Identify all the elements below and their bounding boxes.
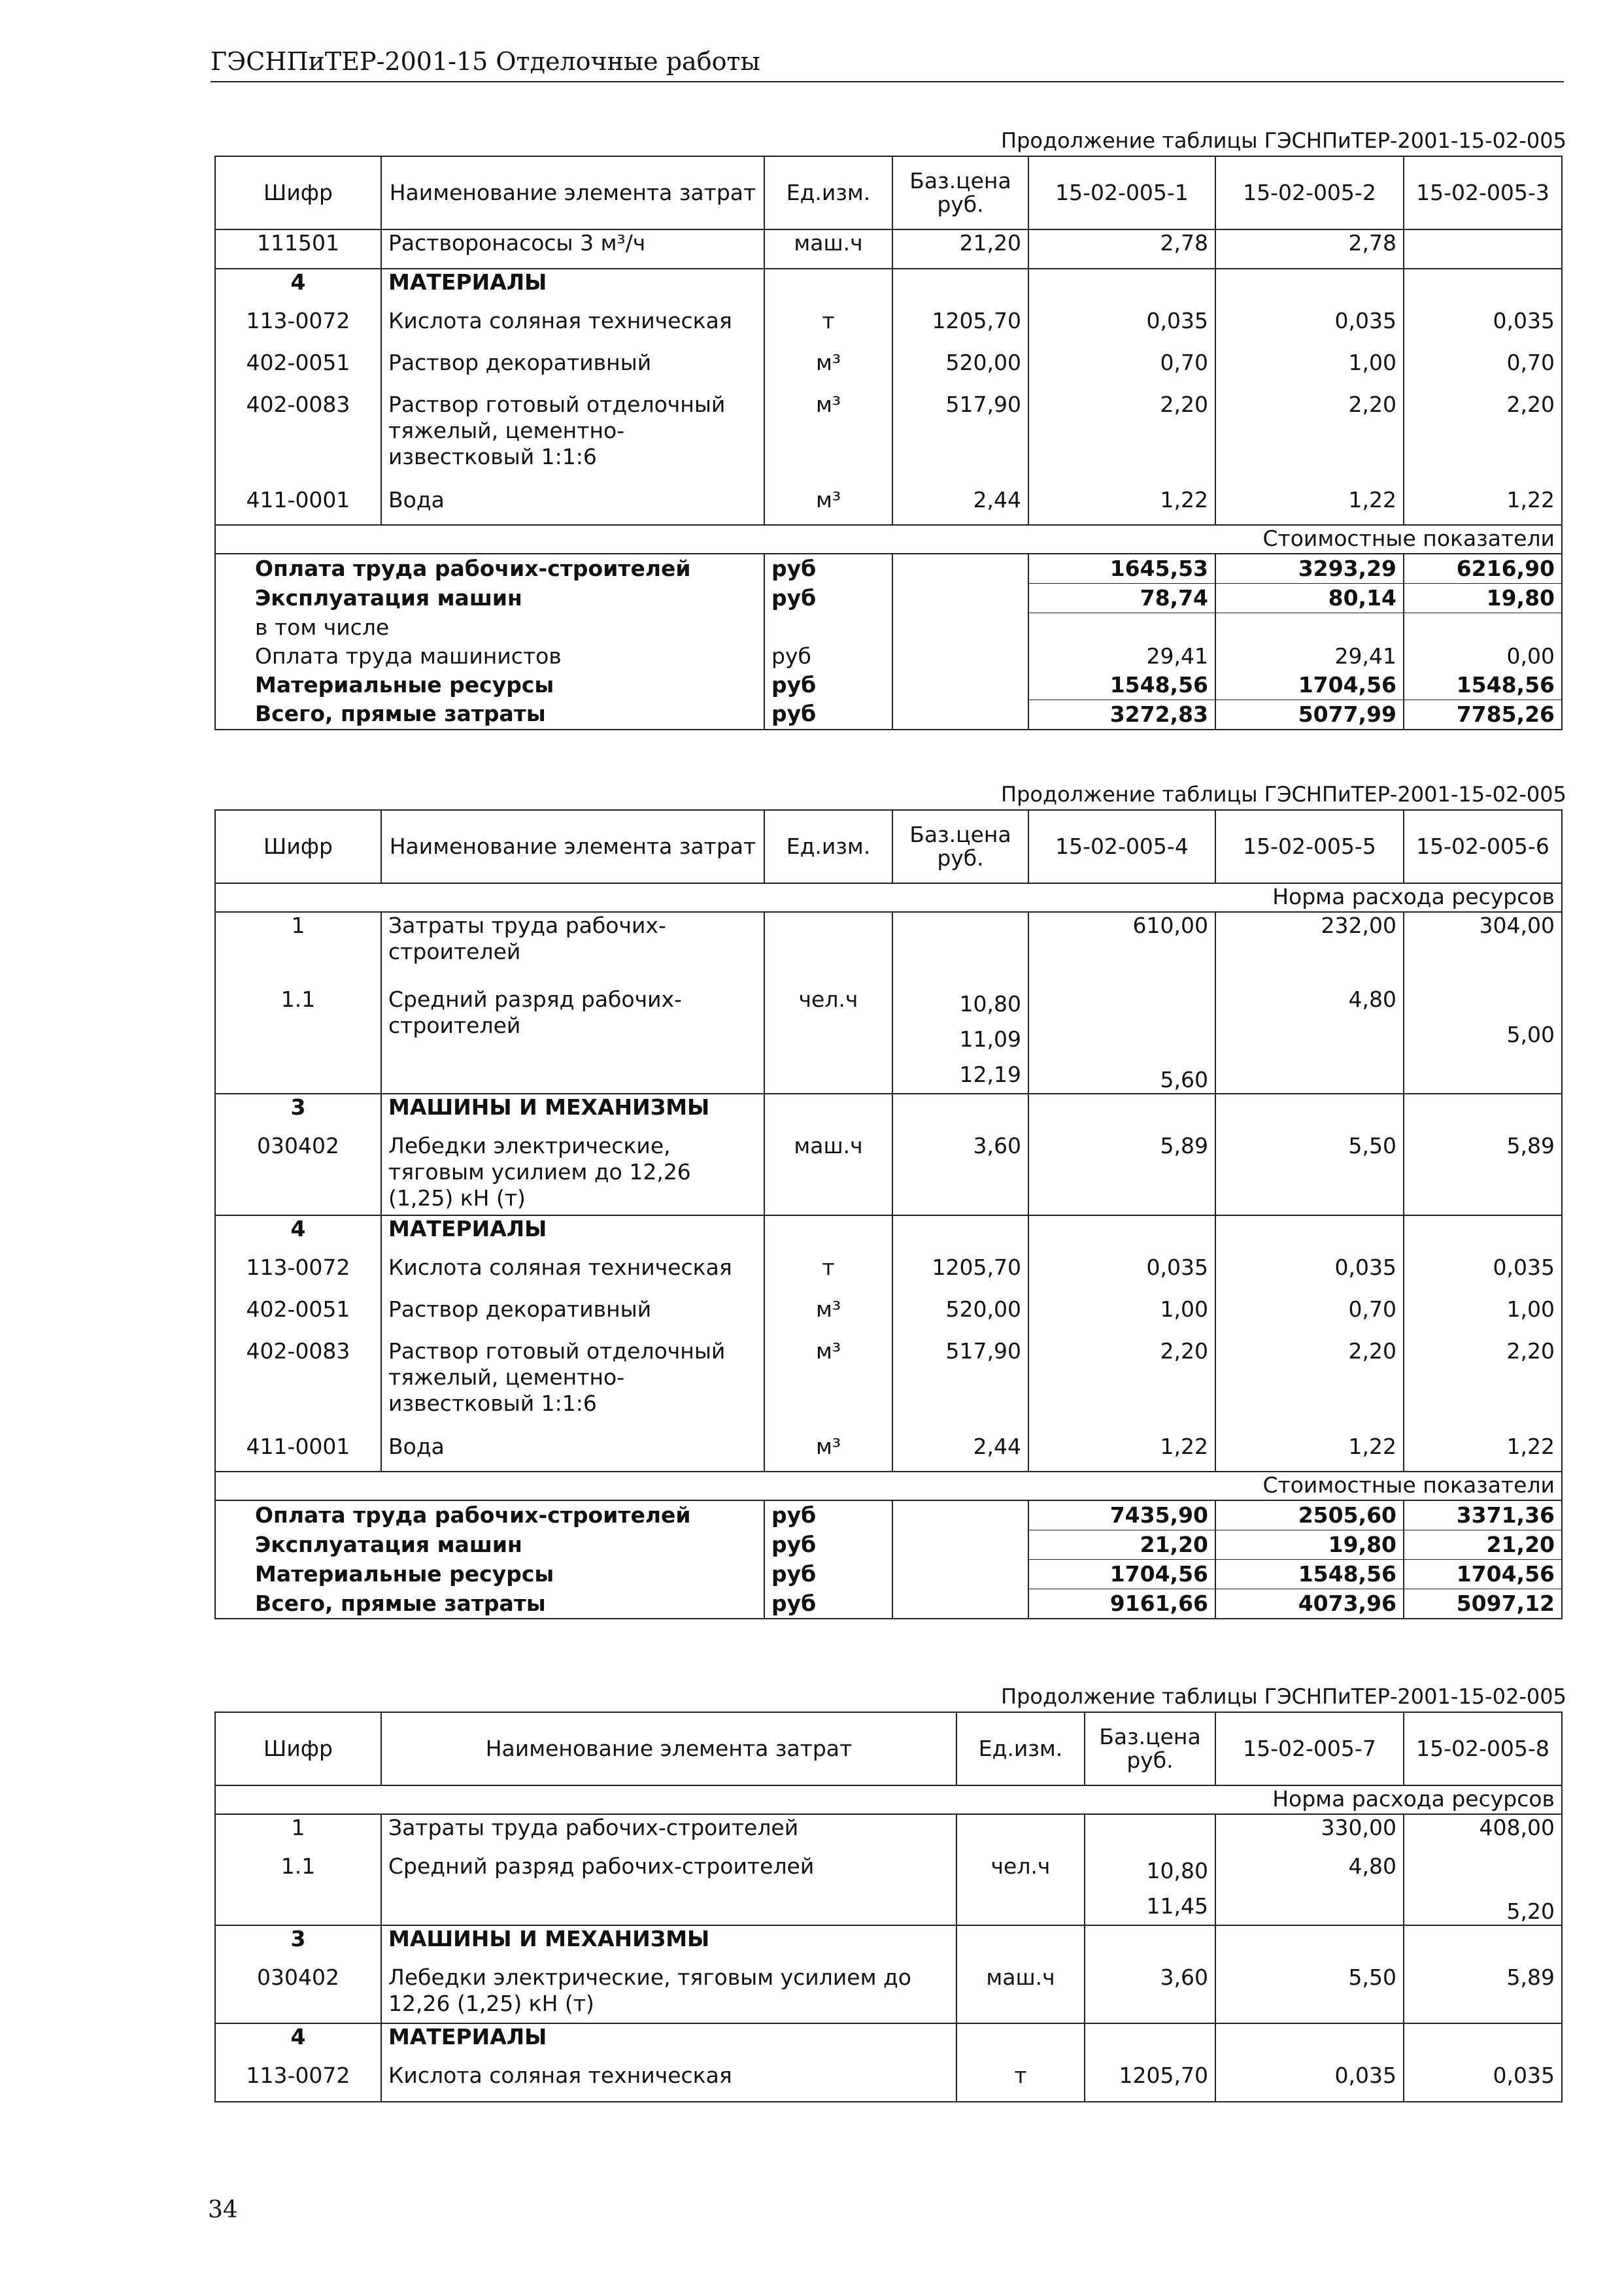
total-value: 1704,56 bbox=[1028, 1560, 1215, 1589]
col-rate-header: 15-02-005-6 bbox=[1404, 810, 1562, 883]
total-value: 7785,26 bbox=[1404, 700, 1562, 730]
cell-value: 5,50 bbox=[1215, 1965, 1404, 2023]
cell-price: 520,00 bbox=[892, 1296, 1028, 1338]
cell-value: 1,22 bbox=[1404, 487, 1562, 525]
table-row bbox=[215, 912, 1562, 987]
resource-table-3 bbox=[214, 1712, 1563, 2102]
cell-code: 402-0051 bbox=[215, 350, 381, 392]
cell-name: МАТЕРИАЛЫ bbox=[381, 1215, 764, 1255]
cell-code: 1.1 bbox=[215, 987, 381, 1094]
cell-value: 2,20 bbox=[1404, 1338, 1562, 1434]
cell-unit: м³ bbox=[764, 1296, 892, 1338]
cell-code: 111501 bbox=[215, 229, 381, 269]
total-value: 5097,12 bbox=[1404, 1589, 1562, 1619]
col-name-header: Наименование элемента затрат bbox=[381, 810, 764, 883]
cell-price bbox=[892, 987, 1028, 1094]
col-rate-header: 15-02-005-3 bbox=[1404, 156, 1562, 229]
cell-name: Средний разряд рабочих-строителей bbox=[381, 1853, 956, 1925]
col-rate-header: 15-02-005-4 bbox=[1028, 810, 1215, 883]
total-label: Всего, прямые затраты bbox=[215, 1589, 764, 1619]
band-row bbox=[215, 1785, 1562, 1814]
cell-value: 610,00 bbox=[1028, 912, 1215, 987]
col-price-header: Баз.цена руб. bbox=[892, 156, 1028, 229]
cell-value: 5,50 bbox=[1215, 1133, 1404, 1215]
col-rate-header: 15-02-005-7 bbox=[1215, 1712, 1404, 1785]
cell-price: 1205,70 bbox=[1085, 2063, 1215, 2102]
cell-value: 0,70 bbox=[1215, 1296, 1404, 1338]
cell-unit: чел.ч bbox=[956, 1853, 1085, 1925]
cell-value: 1,00 bbox=[1404, 1296, 1562, 1338]
cell-name: Раствор готовый отделочный тяжелый, цементно-известковый 1:1:6 bbox=[381, 1338, 764, 1434]
cell-code: 1.1 bbox=[215, 1853, 381, 1925]
cell-name: Кислота соляная техническая bbox=[381, 1255, 764, 1296]
total-value: 4073,96 bbox=[1215, 1589, 1404, 1619]
cell-value: 5,60 bbox=[1028, 987, 1215, 1094]
total-value: 19,80 bbox=[1215, 1530, 1404, 1560]
cell-code: 411-0001 bbox=[215, 487, 381, 525]
cell-code: 4 bbox=[215, 2023, 381, 2063]
table-row bbox=[215, 2063, 1562, 2102]
cell-value: 304,00 bbox=[1404, 912, 1562, 987]
cell-price: 520,00 bbox=[892, 350, 1028, 392]
header-rule bbox=[211, 81, 1564, 82]
price-line: 11,09 bbox=[959, 1026, 1021, 1052]
cell-unit: м³ bbox=[764, 1434, 892, 1472]
cell-unit: маш.ч bbox=[956, 1965, 1085, 2023]
table-row bbox=[215, 1133, 1562, 1215]
resource-table-2 bbox=[214, 809, 1563, 1619]
table-row bbox=[215, 1338, 1562, 1434]
cell-name: Кислота соляная техническая bbox=[381, 308, 764, 350]
table-header-row bbox=[215, 1712, 1562, 1785]
band-row bbox=[215, 1472, 1562, 1500]
cell-value: 1,22 bbox=[1028, 1434, 1215, 1472]
table-row bbox=[215, 1296, 1562, 1338]
cell-value: 5,89 bbox=[1404, 1965, 1562, 2023]
cell-unit: маш.ч bbox=[764, 229, 892, 269]
price-line: 12,19 bbox=[959, 1062, 1021, 1087]
total-row bbox=[215, 1589, 1562, 1619]
total-value: 1548,56 bbox=[1028, 671, 1215, 700]
band-row bbox=[215, 525, 1562, 554]
total-value: 1548,56 bbox=[1215, 1560, 1404, 1589]
total-unit: руб bbox=[764, 671, 892, 700]
cell-value: 0,035 bbox=[1215, 1255, 1404, 1296]
total-value: 29,41 bbox=[1215, 642, 1404, 671]
total-unit: руб bbox=[764, 1530, 892, 1560]
cell-code: 402-0083 bbox=[215, 1338, 381, 1434]
cell-value: 2,20 bbox=[1028, 392, 1215, 487]
cell-value: 2,20 bbox=[1028, 1338, 1215, 1434]
price-line: 11,45 bbox=[1146, 1893, 1208, 1919]
cell-value: 5,89 bbox=[1404, 1133, 1562, 1215]
table-row bbox=[215, 392, 1562, 487]
cell-name: Раствор декоративный bbox=[381, 350, 764, 392]
cell-value: 0,035 bbox=[1215, 308, 1404, 350]
price-line: 10,80 bbox=[959, 991, 1021, 1017]
cell-value: 4,80 bbox=[1215, 1853, 1404, 1925]
total-value: 80,14 bbox=[1215, 584, 1404, 613]
cell-value: 0,035 bbox=[1028, 1255, 1215, 1296]
cell-code: 3 bbox=[215, 1094, 381, 1133]
band-row bbox=[215, 883, 1562, 912]
total-value: 1704,56 bbox=[1215, 671, 1404, 700]
cell-code: 113-0072 bbox=[215, 2063, 381, 2102]
col-rate-header: 15-02-005-8 bbox=[1404, 1712, 1562, 1785]
cell-name: Кислота соляная техническая bbox=[381, 2063, 956, 2102]
table-row bbox=[215, 1925, 1562, 1965]
cell-value: 1,22 bbox=[1215, 487, 1404, 525]
col-unit-header: Ед.изм. bbox=[956, 1712, 1085, 1785]
table-header-row bbox=[215, 810, 1562, 883]
total-value: 5077,99 bbox=[1215, 700, 1404, 730]
cell-code: 030402 bbox=[215, 1965, 381, 2023]
cell-name: МАШИНЫ И МЕХАНИЗМЫ bbox=[381, 1925, 956, 1965]
total-row bbox=[215, 700, 1562, 730]
total-row bbox=[215, 1530, 1562, 1560]
table-row bbox=[215, 308, 1562, 350]
table-row bbox=[215, 1215, 1562, 1255]
total-row bbox=[215, 1560, 1562, 1589]
page-number: 34 bbox=[208, 2197, 238, 2223]
total-unit: руб bbox=[764, 554, 892, 584]
total-unit: руб bbox=[764, 700, 892, 730]
table-row bbox=[215, 2023, 1562, 2063]
table-row bbox=[215, 1965, 1562, 2023]
cell-price bbox=[1085, 1853, 1215, 1925]
cell-name: Лебедки электрические, тяговым усилием до 12,26 (1,25) кН (т) bbox=[381, 1133, 764, 1215]
cell-name: Раствор декоративный bbox=[381, 1296, 764, 1338]
cell-name: Растворонасосы 3 м³/ч bbox=[381, 229, 764, 269]
norm-band: Норма расхода ресурсов bbox=[215, 883, 1562, 912]
cell-name: Вода bbox=[381, 487, 764, 525]
col-unit-header: Ед.изм. bbox=[764, 156, 892, 229]
cell-unit: т bbox=[956, 2063, 1085, 2102]
total-value: 7435,90 bbox=[1028, 1500, 1215, 1530]
total-label: Эксплуатация машин bbox=[215, 584, 764, 613]
norm-band: Норма расхода ресурсов bbox=[215, 1785, 1562, 1814]
cell-value: 5,89 bbox=[1028, 1133, 1215, 1215]
table-row bbox=[215, 269, 1562, 308]
cell-code: 1 bbox=[215, 1814, 381, 1853]
cell-value: 1,00 bbox=[1215, 350, 1404, 392]
cell-value: 1,22 bbox=[1215, 1434, 1404, 1472]
col-rate-header: 15-02-005-5 bbox=[1215, 810, 1404, 883]
cell-price: 517,90 bbox=[892, 1338, 1028, 1434]
total-row bbox=[215, 671, 1562, 700]
total-label: Материальные ресурсы bbox=[215, 1560, 764, 1589]
cell-code: 113-0072 bbox=[215, 1255, 381, 1296]
total-value: 19,80 bbox=[1404, 584, 1562, 613]
cell-value: 0,035 bbox=[1404, 1255, 1562, 1296]
cell-value bbox=[1404, 229, 1562, 269]
cell-value: 2,20 bbox=[1215, 392, 1404, 487]
total-value: 3293,29 bbox=[1215, 554, 1404, 584]
col-unit-header: Ед.изм. bbox=[764, 810, 892, 883]
col-price-header: Баз.цена руб. bbox=[892, 810, 1028, 883]
cell-value: 5,20 bbox=[1404, 1853, 1562, 1925]
cell-value: 5,00 bbox=[1404, 987, 1562, 1094]
col-name-header: Наименование элемента затрат bbox=[381, 1712, 956, 1785]
total-value: 6216,90 bbox=[1404, 554, 1562, 584]
total-label: Оплата труда рабочих-строителей bbox=[215, 1500, 764, 1530]
cell-price: 2,44 bbox=[892, 487, 1028, 525]
cell-price: 3,60 bbox=[1085, 1965, 1215, 2023]
total-label: Оплата труда рабочих-строителей bbox=[215, 554, 764, 584]
total-unit: руб bbox=[764, 584, 892, 613]
cell-code: 3 bbox=[215, 1925, 381, 1965]
total-unit: руб bbox=[764, 1500, 892, 1530]
total-unit: руб bbox=[764, 1589, 892, 1619]
cell-unit: м³ bbox=[764, 487, 892, 525]
table-row bbox=[215, 1434, 1562, 1472]
col-price-header: Баз.цена руб. bbox=[1085, 1712, 1215, 1785]
cell-unit: м³ bbox=[764, 1338, 892, 1434]
table-row bbox=[215, 1255, 1562, 1296]
cell-unit: т bbox=[764, 308, 892, 350]
total-unit: руб bbox=[764, 642, 892, 671]
cell-value: 2,20 bbox=[1404, 392, 1562, 487]
col-rate-header: 15-02-005-2 bbox=[1215, 156, 1404, 229]
cell-unit: маш.ч bbox=[764, 1133, 892, 1215]
cell-value: 408,00 bbox=[1404, 1814, 1562, 1853]
table-row bbox=[215, 987, 1562, 1094]
price-line: 10,80 bbox=[1146, 1858, 1208, 1883]
cell-name: МАТЕРИАЛЫ bbox=[381, 2023, 956, 2063]
total-value: 29,41 bbox=[1028, 642, 1215, 671]
total-unit: руб bbox=[764, 1560, 892, 1589]
running-head: ГЭСНПиТЕР-2001-15 Отделочные работы bbox=[211, 47, 760, 76]
table-caption: Продолжение таблицы ГЭСНПиТЕР-2001-15-02-005 bbox=[1001, 782, 1566, 807]
total-value: 1548,56 bbox=[1404, 671, 1562, 700]
table-row bbox=[215, 1814, 1562, 1853]
cell-value: 0,035 bbox=[1404, 308, 1562, 350]
cell-value: 4,80 bbox=[1215, 987, 1404, 1094]
total-value: 78,74 bbox=[1028, 584, 1215, 613]
total-value: 21,20 bbox=[1404, 1530, 1562, 1560]
cell-value: 2,20 bbox=[1215, 1338, 1404, 1434]
cost-band: Стоимостные показатели bbox=[215, 1472, 1562, 1500]
col-code-header: Шифр bbox=[215, 810, 381, 883]
cell-name: МАТЕРИАЛЫ bbox=[381, 269, 764, 308]
total-label: Всего, прямые затраты bbox=[215, 700, 764, 730]
cell-name: Лебедки электрические, тяговым усилием до 12,26 (1,25) кН (т) bbox=[381, 1965, 956, 2023]
table-row bbox=[215, 1094, 1562, 1133]
table-row bbox=[215, 1853, 1562, 1925]
cell-code: 402-0051 bbox=[215, 1296, 381, 1338]
cell-value: 1,00 bbox=[1028, 1296, 1215, 1338]
total-value: 3272,83 bbox=[1028, 700, 1215, 730]
cell-unit: м³ bbox=[764, 350, 892, 392]
cell-name: Вода bbox=[381, 1434, 764, 1472]
cell-price: 3,60 bbox=[892, 1133, 1028, 1215]
total-row bbox=[215, 584, 1562, 613]
cell-unit: чел.ч bbox=[764, 987, 892, 1094]
col-code-header: Шифр bbox=[215, 1712, 381, 1785]
total-value: 1645,53 bbox=[1028, 554, 1215, 584]
cell-price: 1205,70 bbox=[892, 308, 1028, 350]
total-value: 9161,66 bbox=[1028, 1589, 1215, 1619]
cell-price: 1205,70 bbox=[892, 1255, 1028, 1296]
total-row bbox=[215, 642, 1562, 671]
cell-code: 411-0001 bbox=[215, 1434, 381, 1472]
cell-name: МАШИНЫ И МЕХАНИЗМЫ bbox=[381, 1094, 764, 1133]
cell-value: 0,70 bbox=[1404, 350, 1562, 392]
cell-price: 517,90 bbox=[892, 392, 1028, 487]
cell-value: 330,00 bbox=[1215, 1814, 1404, 1853]
total-row bbox=[215, 1500, 1562, 1530]
total-row bbox=[215, 613, 1562, 642]
cell-value: 2,78 bbox=[1215, 229, 1404, 269]
total-value: 1704,56 bbox=[1404, 1560, 1562, 1589]
cell-code: 4 bbox=[215, 269, 381, 308]
col-code-header: Шифр bbox=[215, 156, 381, 229]
cell-code: 113-0072 bbox=[215, 308, 381, 350]
total-value: 2505,60 bbox=[1215, 1500, 1404, 1530]
cell-code: 1 bbox=[215, 912, 381, 987]
cell-value: 0,035 bbox=[1215, 2063, 1404, 2102]
cell-value: 2,78 bbox=[1028, 229, 1215, 269]
table-row bbox=[215, 350, 1562, 392]
col-name-header: Наименование элемента затрат bbox=[381, 156, 764, 229]
cell-value: 1,22 bbox=[1028, 487, 1215, 525]
cell-code: 4 bbox=[215, 1215, 381, 1255]
table-row bbox=[215, 487, 1562, 525]
cell-code: 402-0083 bbox=[215, 392, 381, 487]
cell-value: 0,035 bbox=[1404, 2063, 1562, 2102]
total-value: 21,20 bbox=[1028, 1530, 1215, 1560]
cell-value: 1,22 bbox=[1404, 1434, 1562, 1472]
cell-code: 030402 bbox=[215, 1133, 381, 1215]
cell-unit: м³ bbox=[764, 392, 892, 487]
cell-name: Средний разряд рабочих-строителей bbox=[381, 987, 764, 1094]
total-row bbox=[215, 554, 1562, 584]
total-value: 0,00 bbox=[1404, 642, 1562, 671]
cost-band: Стоимостные показатели bbox=[215, 525, 1562, 554]
cell-name: Затраты труда рабочих-строителей bbox=[381, 1814, 956, 1853]
total-value: 3371,36 bbox=[1404, 1500, 1562, 1530]
cell-value: 232,00 bbox=[1215, 912, 1404, 987]
cell-price: 21,20 bbox=[892, 229, 1028, 269]
cell-unit: т bbox=[764, 1255, 892, 1296]
cell-value: 0,035 bbox=[1028, 308, 1215, 350]
table-caption: Продолжение таблицы ГЭСНПиТЕР-2001-15-02-005 bbox=[1001, 128, 1566, 153]
cell-value: 0,70 bbox=[1028, 350, 1215, 392]
cell-name: Затраты труда рабочих-строителей bbox=[381, 912, 764, 987]
total-label: Эксплуатация машин bbox=[215, 1530, 764, 1560]
total-label: в том числе bbox=[215, 613, 764, 642]
total-label: Оплата труда машинистов bbox=[215, 642, 764, 671]
total-label: Материальные ресурсы bbox=[215, 671, 764, 700]
col-rate-header: 15-02-005-1 bbox=[1028, 156, 1215, 229]
table-header-row bbox=[215, 156, 1562, 229]
resource-table-1 bbox=[214, 156, 1563, 730]
cell-price: 2,44 bbox=[892, 1434, 1028, 1472]
cell-name: Раствор готовый отделочный тяжелый, цементно-известковый 1:1:6 bbox=[381, 392, 764, 487]
table-row bbox=[215, 229, 1562, 269]
table-caption: Продолжение таблицы ГЭСНПиТЕР-2001-15-02-005 bbox=[1001, 1684, 1566, 1709]
